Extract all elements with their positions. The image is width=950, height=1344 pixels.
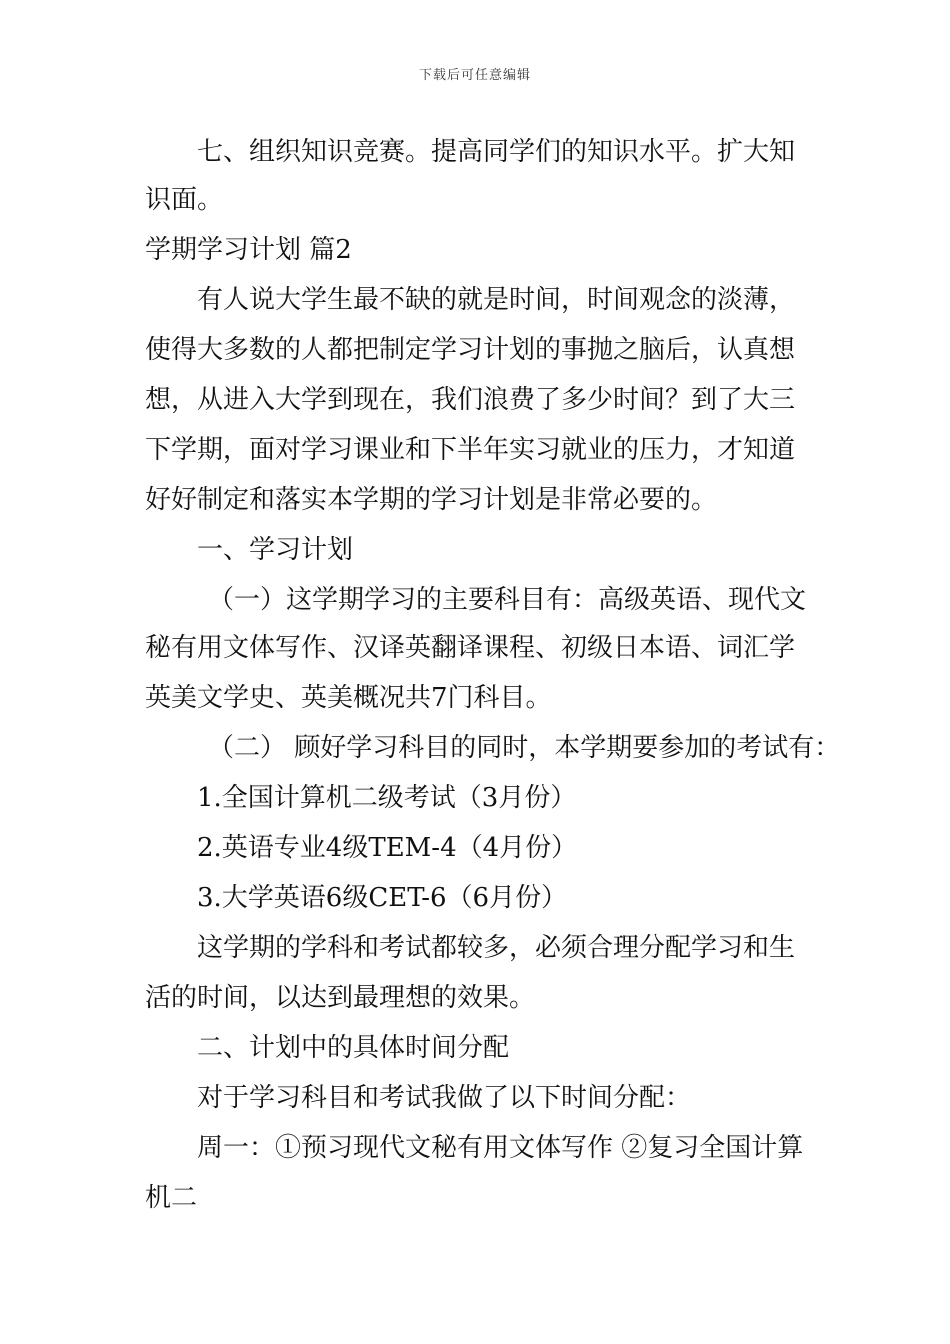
paragraph-line: 英美文学史、英美概况共7门科目。 <box>145 683 552 713</box>
paragraph-line: 好好制定和落实本学期的学习计划是非常必要的。 <box>145 485 718 515</box>
paragraph-line: 识面。 <box>145 185 224 215</box>
page-header: 下载后可任意编辑 <box>418 68 531 83</box>
paragraph-line: 下学期，面对学习课业和下半年实习就业的压力，才知道 <box>145 435 796 465</box>
paragraph-line: 活的时间，以达到最理想的效果。 <box>145 983 536 1013</box>
list-item: 1.全国计算机二级考试（3月份） <box>197 783 577 813</box>
paragraph-line: 七、组织知识竞赛。提高同学们的知识水平。扩大知 <box>197 137 796 167</box>
section-heading: 学期学习计划 篇2 <box>145 235 352 265</box>
paragraph-line: 机二 <box>145 1183 198 1213</box>
paragraph-line: 想，从进入大学到现在，我们浪费了多少时间？到了大三 <box>145 385 796 415</box>
paragraph-line: （二） 顾好学习科目的同时，本学期要参加的考试有： <box>208 733 841 763</box>
paragraph-line: 有人说大学生最不缺的就是时间，时间观念的淡薄， <box>197 285 796 315</box>
paragraph-line: 使得大多数的人都把制定学习计划的事抛之脑后，认真想 <box>145 335 796 365</box>
paragraph-line: 对于学习科目和考试我做了以下时间分配： <box>197 1083 692 1113</box>
paragraph-line: （一）这学期学习的主要科目有：高级英语、现代文 <box>208 585 807 615</box>
paragraph-line: 周一：①预习现代文秘有用文体写作 ②复习全国计算 <box>197 1133 804 1163</box>
subheading: 一、学习计划 <box>197 535 354 565</box>
paragraph-line: 这学期的学科和考试都较多，必须合理分配学习和生 <box>197 933 796 963</box>
subheading: 二、计划中的具体时间分配 <box>197 1033 510 1063</box>
list-item: 2.英语专业4级TEM-4（4月份） <box>197 833 578 863</box>
paragraph-line: 秘有用文体写作、汉译英翻译课程、初级日本语、词汇学 <box>145 633 796 663</box>
list-item: 3.大学英语6级CET-6（6月份） <box>197 883 568 913</box>
